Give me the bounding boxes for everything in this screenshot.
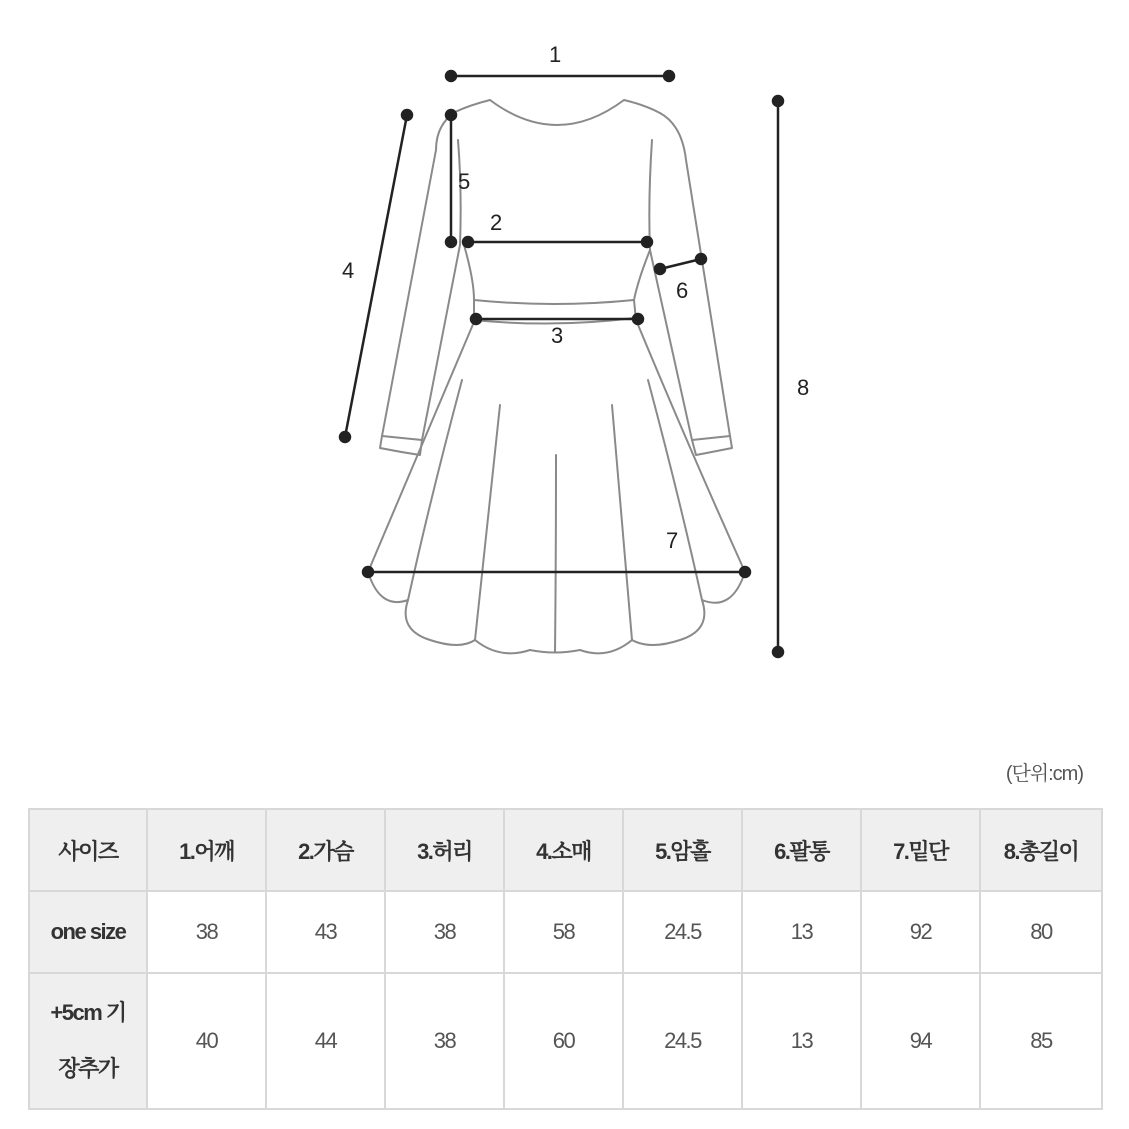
table-row bbox=[29, 973, 1102, 1109]
table-cell: 40 bbox=[147, 973, 266, 1109]
label-7-hem: 7 bbox=[666, 528, 679, 553]
row-name-line: +5cm 기 bbox=[50, 1000, 126, 1025]
table-cell: 38 bbox=[385, 973, 504, 1109]
table-row bbox=[29, 891, 1102, 973]
row-name bbox=[29, 973, 147, 1109]
header-armhole: 5.암홀 bbox=[623, 809, 742, 891]
table-cell: 13 bbox=[742, 891, 861, 973]
table-header-row bbox=[29, 809, 1102, 891]
header-waist: 3.허리 bbox=[385, 809, 504, 891]
table-cell: 58 bbox=[504, 891, 623, 973]
table-cell: 85 bbox=[980, 973, 1102, 1109]
table-cell: 24.5 bbox=[623, 973, 742, 1109]
measurement-lines bbox=[340, 71, 783, 657]
label-3-waist: 3 bbox=[551, 323, 564, 348]
header-chest: 2.가슴 bbox=[266, 809, 385, 891]
table-cell: 80 bbox=[980, 891, 1102, 973]
header-sleeve-width: 6.팔통 bbox=[742, 809, 861, 891]
table-cell: 38 bbox=[147, 891, 266, 973]
table-cell: 92 bbox=[861, 891, 980, 973]
table-cell: 13 bbox=[742, 973, 861, 1109]
row-name: one size bbox=[29, 891, 147, 973]
table-cell: 43 bbox=[266, 891, 385, 973]
header-total-length: 8.총길이 bbox=[980, 809, 1102, 891]
dress-outline bbox=[368, 100, 745, 653]
header-hem: 7.밑단 bbox=[861, 809, 980, 891]
table-cell: 44 bbox=[266, 973, 385, 1109]
label-1-shoulder: 1 bbox=[549, 42, 562, 67]
table-cell: 24.5 bbox=[623, 891, 742, 973]
table-cell: 38 bbox=[385, 891, 504, 973]
label-5-armhole: 5 bbox=[458, 169, 471, 194]
unit-label: (단위:cm) bbox=[1005, 763, 1083, 785]
label-2-chest: 2 bbox=[490, 210, 503, 235]
header-shoulder: 1.어깨 bbox=[147, 809, 266, 891]
label-6-sleeve-width: 6 bbox=[676, 278, 689, 303]
size-table bbox=[28, 808, 1103, 1110]
table-cell: 94 bbox=[861, 973, 980, 1109]
header-sleeve: 4.소매 bbox=[504, 809, 623, 891]
label-8-total-length: 8 bbox=[797, 375, 810, 400]
label-4-sleeve: 4 bbox=[342, 258, 355, 283]
header-size: 사이즈 bbox=[29, 809, 147, 891]
row-name-line: 장추가 bbox=[58, 1056, 118, 1081]
table-cell: 60 bbox=[504, 973, 623, 1109]
